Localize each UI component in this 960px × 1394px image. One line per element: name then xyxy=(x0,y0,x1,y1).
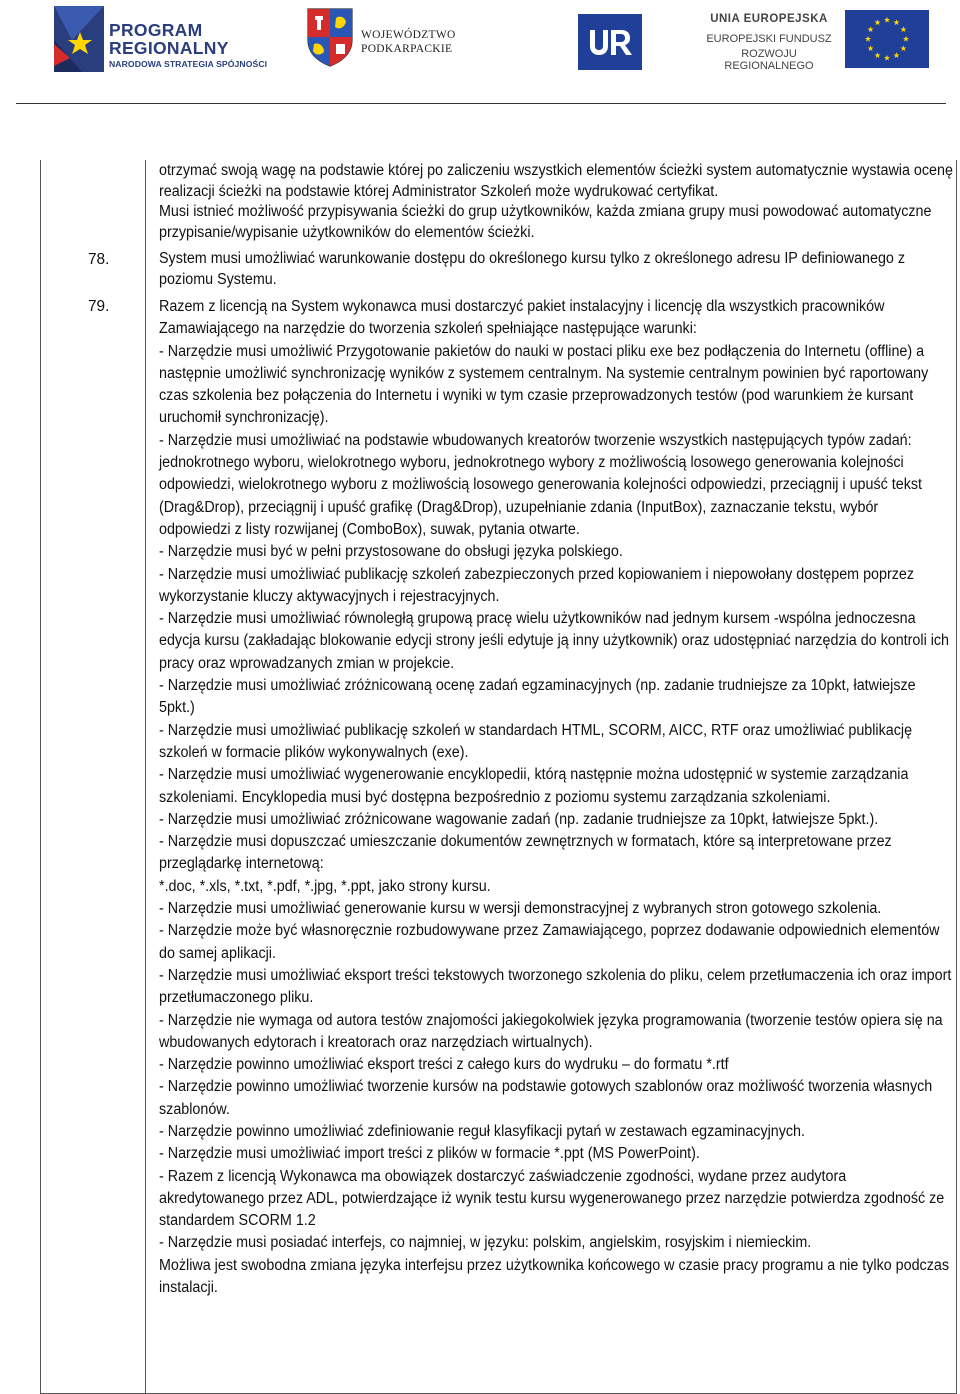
unia-line3: ROZWOJU REGIONALNEGO xyxy=(724,48,814,72)
program-regionalny-logo xyxy=(52,4,272,74)
row-number: 78. xyxy=(88,251,110,268)
paragraph: - Narzędzie musi być w pełni przystosowane do obsługi języka polskiego. xyxy=(159,543,623,561)
paragraph: System musi umożliwiać warunkowanie dostępu do określonego kursu tylko z określonego adresu IP definiowanego z poziomu Systemu. xyxy=(159,250,906,288)
requirement-text xyxy=(159,249,906,290)
paragraph: - Razem z licencją Wykonawca ma obowiązek dostarczyć zaświadczenie zgodności, wydane przez audytora akredytowanego przez ADL, potwierdzające iż wynik testu kursu wygenerowanego przez narzędzie potwierdza zgodność ze standardem SCORM 1.2 xyxy=(159,1167,945,1230)
table-border-right xyxy=(956,160,957,1394)
paragraph: - Narzędzie musi umożliwiać publikację szkoleń zabezpieczonych przed kopiowaniem i niepowołany dostępem poprzez wykorzystanie kluczy aktywacyjnych i rejestracyjnych. xyxy=(159,565,915,605)
program-regionalny-emblem-icon xyxy=(52,4,106,74)
paragraph: Musi istnieć możliwość przypisywania ścieżki do grup użytkowników, każda zmiana grupy musi powodować automatyczne przypisanie/wypisanie użytkowników do elementów ścieżki. xyxy=(159,203,932,241)
paragraph: - Narzędzie musi umożliwiać na podstawie wbudowanych kreatorów tworzenie wszystkich następujących typów zadań: jednokrotnego wyboru, wielokrotnego wyboru, jednokrotnego wybory z możliwością losowego generowania kolejności odpowiedzi, wielokrotnego wyboru z możliwością losowego generowania kolejności odpowiedzi, przeciągnij i upuść tekst (Drag&Drop), przeciągnij i upuść grafikę (Drag&Drop), uzupełnianie zdania (InputBox), zaznaczanie tekstu, wybór odpowiedzi z listy rozwijanej (ComboBox), suwak, pytania otwarte. xyxy=(159,431,922,538)
unia-europejska-logo xyxy=(696,10,932,70)
paragraph: - Narzędzie musi umożliwiać publikację szkoleń w standardach HTML, SCORM, AICC, RTF oraz umożliwiać publikację szkoleń w formacie plików wykonywalnych (exe). xyxy=(159,721,913,761)
paragraph: - Narzędzie musi umożliwiać zróżnicowaną ocenę zadań egzaminacyjnych (np. zadanie trudniejsze za 10pkt, łatwiejsze 5pkt.) xyxy=(159,677,916,717)
requirements-table xyxy=(40,160,957,1394)
table-border-left xyxy=(40,160,41,1394)
paragraph: - Narzędzie musi umożliwiać równoległą grupową pracę wielu użytkowników nad jednym kursem -wspólna jednoczesna edycja kursu (zakładając blokowanie edycji strony jeśli edytuje ją inny użytkownik) oraz udostępniać narzędzia do kontroli ich pracy oraz wprowadzanych zmian w projekcie. xyxy=(159,610,950,672)
unia-line1: UNIA EUROPEJSKA xyxy=(710,13,828,25)
row-number: 79. xyxy=(88,298,110,315)
paragraph: - Narzędzie powinno umożliwiać eksport treści z całego kurs do wydruku – do formatu *.rtf xyxy=(159,1056,729,1074)
ur-logo xyxy=(578,14,642,70)
eu-flag-icon xyxy=(845,10,929,68)
paragraph: Możliwa jest swobodna zmiana języka interfejsu przez użytkownika końcowego w czasie pracy programu a nie tylko podczas instalacji. xyxy=(159,1256,949,1297)
table-border-column xyxy=(145,160,146,1394)
paragraph: - Narzędzie nie wymaga od autora testów znajomości jakiegokolwiek języka programowania (tworzenie testów opiera się na wbudowanych edytorach i kreatorach oraz narzędziach wirtualnych). xyxy=(159,1011,943,1051)
program-regionalny-line3: NARODOWA STRATEGIA SPÓJNOŚCI xyxy=(109,59,268,69)
paragraph: - Narzędzie musi posiadać interfejs, co najmniej, w języku: polskim, angielskim, rosyjskim i niemieckim. xyxy=(159,1234,812,1252)
paragraph: - Narzędzie musi umożliwiać generowanie kursu w wersji demonstracyjnej z wybranych stron gotowego szkolenia. xyxy=(159,900,882,918)
paragraph: *.doc, *.xls, *.txt, *.pdf, *.jpg, *.ppt, jako strony kursu. xyxy=(159,877,491,895)
paragraph: - Narzędzie musi umożliwić Przygotowanie pakietów do nauki w postaci pliku exe bez podłączenia do Internetu (offline) a następnie umożliwić synchronizację wyników z systemem centralnym. Na systemie centralnym powinien być raportowany czas szkolenia bez połączenia do Internetu i wyniki w tym czasie przeprowadzonych testów (pod warunkiem że kursant uruchomił synchronizację). xyxy=(159,342,929,427)
paragraph: - Narzędzie musi dopuszczać umieszczanie dokumentów zewnętrznych w formatach, które są interpretowane przez przeglądarkę internetową: xyxy=(159,833,892,873)
paragraph: otrzymać swoją wagę na podstawie której po zaliczeniu wszystkich elementów ścieżki system automatycznie wystawia ocenę realizacji ścieżki na podstawie której Administrator Szkoleń może wydrukować certyfikat. xyxy=(159,162,953,200)
paragraph: - Narzędzie powinno umożliwiać zdefiniowanie reguł klasyfikacji pytań w zestawach egzaminacyjnych. xyxy=(159,1122,805,1140)
ur-square-icon xyxy=(578,14,642,70)
paragraph: - Narzędzie musi umożliwiać import treści z plików w formacie *.ppt (MS PowerPoint). xyxy=(159,1145,700,1163)
wojewodztwo-podkarpackie-logo xyxy=(305,6,475,70)
paragraph: - Narzędzie powinno umożliwiać tworzenie kursów na podstawie gotowych szablonów oraz możliwość tworzenia własnych szablonów. xyxy=(159,1078,933,1118)
header-divider xyxy=(16,103,946,104)
wojewodztwo-line1: WOJEWÓDZTWO xyxy=(361,29,456,41)
coat-of-arms-icon xyxy=(305,6,355,68)
program-regionalny-line1: PROGRAM xyxy=(109,20,203,40)
paragraph: - Narzędzie musi umożliwiać zróżnicowane wagowanie zadań (np. zadanie trudniejsze za 10pkt, łatwiejsze 5pkt.). xyxy=(159,810,879,828)
paragraph: - Narzędzie musi umożliwiać wygenerowanie encyklopedii, którą następnie można udostępnić w systemie zarządzania szkoleniami. Encyklopedia musi być dostępna bezpośrednio z poziomu systemu zarządzania szkoleniami. xyxy=(159,766,909,806)
page-header xyxy=(0,0,960,104)
paragraph: - Narzędzie może być własnoręcznie rozbudowywane przez Zamawiającego, poprzez dodawanie odpowiednich elementów do samej aplikacji. xyxy=(159,922,940,962)
requirement-text xyxy=(159,296,952,1299)
paragraph: - Narzędzie musi umożliwiać eksport treści tekstowych tworzonego szkolenia do pliku, celem przetłumaczenia ich oraz import przetłumaczonego pliku. xyxy=(159,966,952,1007)
paragraph: Razem z licencją na System wykonawca musi dostarczyć pakiet instalacyjny i licencję dla wszystkich pracowników Zamawiającego na narzędzie do tworzenia szkoleń spełniające następujące warunki: xyxy=(159,298,885,338)
program-regionalny-line2: REGIONALNY xyxy=(109,38,229,58)
wojewodztwo-line2: PODKARPACKIE xyxy=(361,43,453,55)
requirement-text xyxy=(159,160,953,243)
unia-line2: EUROPEJSKI FUNDUSZ xyxy=(706,33,832,45)
